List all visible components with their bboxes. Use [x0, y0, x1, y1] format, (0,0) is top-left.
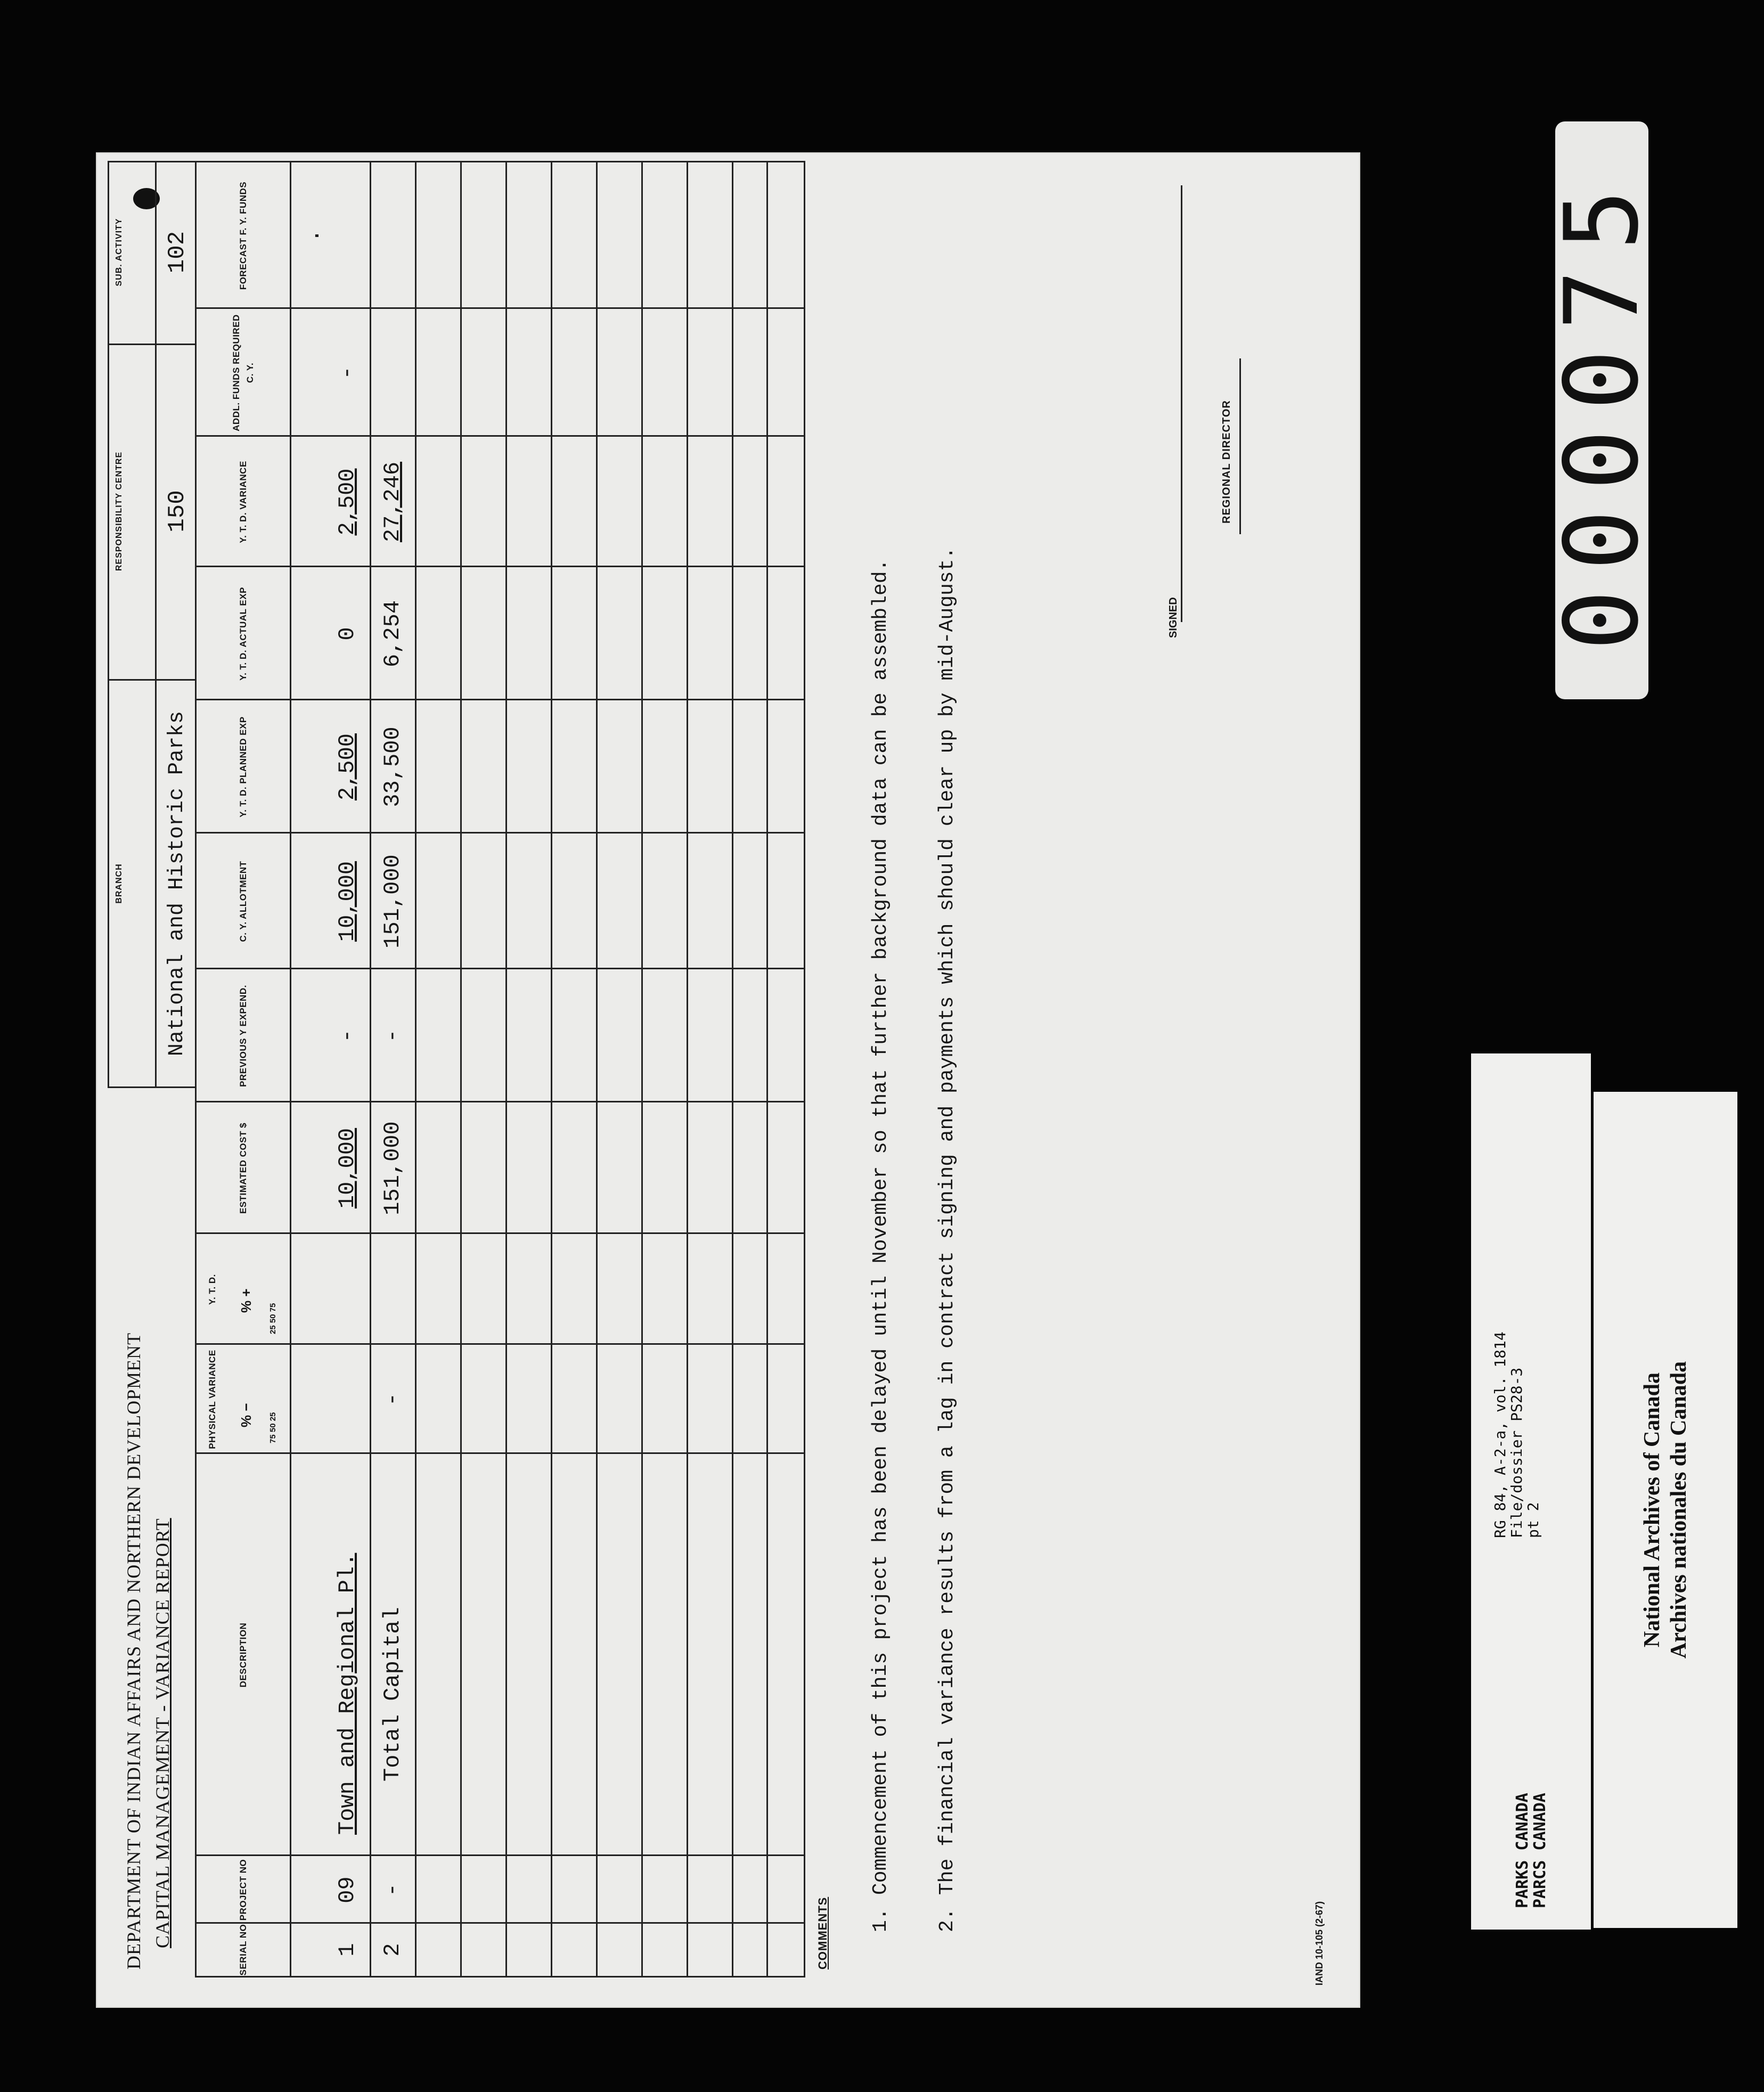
archive-ref-file: File/dossier PS28-3 [1507, 1367, 1525, 1538]
report-title: CAPITAL MANAGEMENT - VARIANCE REPORT [152, 1518, 173, 1948]
plus-scale: 25 50 75 [268, 1303, 277, 1334]
parks-canada-en: PARKS CANADA [1513, 1793, 1532, 1908]
archive-label-wrapper [1471, 1053, 1591, 1930]
parks-canada-names [1514, 1793, 1549, 1908]
form-identifier: IAND 10-105 (2-67) [1314, 1901, 1325, 1985]
comment-1-text: Commencement of this project has been delayed until November so that further background data can be assembled. [869, 559, 892, 1895]
document-sheet-wrapper [97, 153, 1359, 2007]
responsibility-centre-label: RESPONSIBILITY CENTRE [115, 451, 124, 571]
row1-forecast: . [299, 228, 325, 243]
sub-activity-label: SUB. ACTIVITY [115, 218, 124, 287]
national-archives-wrapper [1594, 1092, 1737, 1928]
header-forecast: FORECAST F. Y. FUNDS [238, 181, 248, 290]
comment-2 [936, 547, 959, 1932]
comment-1-number: 1. [869, 1908, 892, 1932]
header-addl-funds: ADDL. FUNDS REQUIRED C. Y. [231, 314, 255, 431]
header-project-no: PROJECT NO [238, 1859, 248, 1921]
row1-estimated: 10,000 [334, 1127, 360, 1209]
row2-allotment: 151,000 [379, 854, 405, 949]
comment-2-text: The financial variance results from a lag in contract signing and payments which should clear up by mid-August. [936, 546, 959, 1895]
regional-director-underline [1239, 358, 1241, 534]
frame-number-wrapper [1543, 121, 1661, 699]
row1-planned: 2,500 [334, 733, 360, 801]
archive-ref-part: pt 2 [1524, 1502, 1542, 1538]
header-previous-expend: PREVIOUS Y EXPEND. [238, 985, 248, 1087]
department-heading: DEPARTMENT OF INDIAN AFFAIRS AND NORTHERN DEVELOPMENT [123, 1332, 144, 1970]
row1-description: Town and Regional Pl. [334, 1552, 360, 1835]
row2-project: - [379, 1883, 405, 1897]
comments-label: COMMENTS [816, 1897, 829, 1970]
row2-planned: 33,500 [379, 726, 405, 807]
header-ytd-planned: Y. T. D. PLANNED EXP [238, 716, 248, 818]
responsibility-centre-box [109, 344, 197, 681]
row1-allotment: 10,000 [334, 861, 360, 942]
row2-description: Total Capital [379, 1607, 405, 1782]
row2-previous: - [379, 1029, 405, 1043]
header-serial-no: SERIAL NO [238, 1924, 248, 1976]
row1-previous: - [334, 1029, 360, 1043]
archive-reference [1492, 1331, 1541, 1538]
row1-actual: 0 [334, 627, 360, 641]
variance-table [195, 161, 805, 1977]
signature-line [1181, 185, 1182, 622]
row1-variance: 2,500 [334, 468, 360, 536]
signed-label: SIGNED [1167, 597, 1179, 638]
header-ytd-variance: Y. T. D. VARIANCE [238, 461, 248, 543]
row2-variance: 27,246 [379, 461, 405, 543]
branch-value: National and Historic Parks [155, 681, 198, 1086]
archive-reference-label [1471, 1053, 1591, 1930]
archive-ref-volume: RG 84, A-2-a, vol. 1814 [1491, 1331, 1509, 1538]
row2-actual: 6,254 [379, 600, 405, 668]
minus-scale: 75 50 25 [268, 1412, 277, 1443]
variance-report-sheet [97, 153, 1359, 2007]
header-description: DESCRIPTION [238, 1622, 248, 1688]
pct-plus-label: % + [238, 1288, 254, 1313]
national-archives-fr: Archives nationales du Canada [1667, 1361, 1691, 1659]
sub-activity-box [109, 161, 197, 345]
row2-serial: 2 [379, 1943, 405, 1957]
national-archives-en: National Archives of Canada [1639, 1372, 1664, 1648]
comment-1 [869, 559, 892, 1932]
row1-serial: 1 [334, 1943, 360, 1957]
branch-label: BRANCH [115, 863, 124, 904]
header-estimated-cost: ESTIMATED COST $ [238, 1122, 248, 1214]
header-ytd: Y. T. D. [207, 1274, 218, 1305]
sub-activity-value: 102 [155, 161, 198, 344]
comment-2-number: 2. [936, 1908, 959, 1932]
frame-number: 000075 [1555, 121, 1648, 699]
row1-addl-funds: - [334, 366, 360, 380]
branch-box [109, 681, 197, 1086]
row2-estimated: 151,000 [379, 1121, 405, 1215]
parks-canada-fr: PARCS CANADA [1531, 1793, 1549, 1908]
header-cy-allotment: C. Y. ALLOTMENT [238, 861, 248, 942]
responsibility-centre-value: 150 [155, 344, 198, 679]
row1-project: 09 [334, 1876, 360, 1903]
regional-director-label: REGIONAL DIRECTOR [1221, 400, 1232, 524]
national-archives-label [1594, 1092, 1737, 1928]
header-ytd-actual: Y. T. D. ACTUAL EXP [238, 587, 248, 681]
header-physical-variance: PHYSICAL VARIANCE [207, 1350, 218, 1449]
row2-physical: - [379, 1392, 405, 1407]
pct-minus-label: % − [238, 1403, 254, 1427]
header-info-boxes [108, 161, 197, 1088]
